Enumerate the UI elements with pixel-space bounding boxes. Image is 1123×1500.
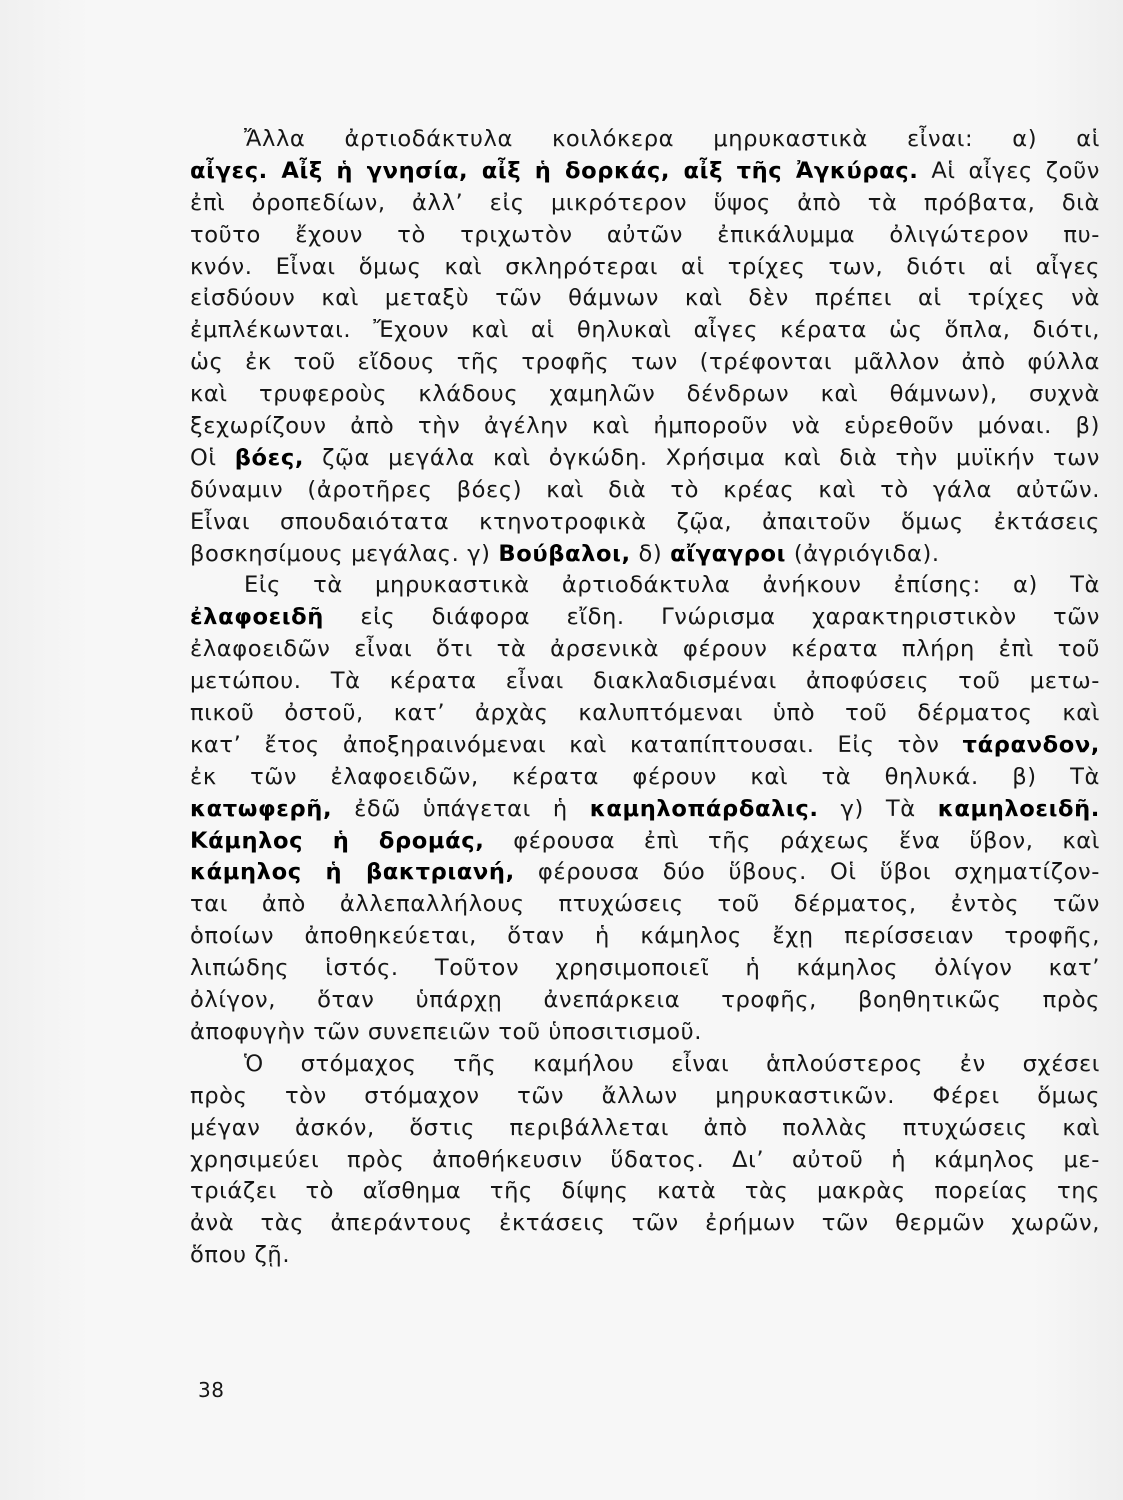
text-segment: ὀλίγον, ὅταν ὑπάρχῃ ἀνεπάρκεια τροφῆς, βοηθητικῶς πρὸς — [190, 987, 1100, 1014]
text-line — [190, 475, 1100, 507]
text-segment: ζῷα μεγάλα καὶ ὀγκώδη. Χρήσιμα καὶ διὰ τὴν μυϊκήν των — [304, 444, 1100, 471]
text-segment: χρησιμεύει πρὸς ἀποθήκευσιν ὕδατος. Δι’ αὐτοῦ ἡ κάμηλος με- — [190, 1146, 1100, 1173]
text-line — [190, 666, 1100, 698]
text-line — [190, 1208, 1100, 1240]
text-segment: γ) Τὰ — [818, 795, 938, 822]
text-segment: ἐμπλέκωνται. Ἔχουν καὶ αἱ θηλυκαὶ αἶγες κέρατα ὡς ὅπλα, διότι, — [190, 317, 1100, 344]
text-line — [190, 124, 1100, 156]
text-segment: ἐλαφοειδῶν εἶναι ὅτι τὰ ἀρσενικὰ φέρουν κέρατα πλήρη ἐπὶ τοῦ — [190, 636, 1100, 663]
text-segment: Ὁ στόμαχος τῆς καμήλου εἶναι ἁπλούστερος ἐν σχέσει — [244, 1050, 1100, 1077]
text-segment: λιπώδης ἱστός. Τοῦτον χρησιμοποιεῖ ἡ κάμηλος ὀλίγον κατ’ — [190, 955, 1100, 982]
text-segment: ὡς ἐκ τοῦ εἴδους τῆς τροφῆς των (τρέφονται μᾶλλον ἀπὸ φύλλα — [190, 349, 1100, 376]
text-line — [190, 220, 1100, 252]
text-line — [190, 283, 1100, 315]
text-segment: Εἰς τὰ μηρυκαστικὰ ἀρτιοδάκτυλα ἀνήκουν ἐπίσης: α) Τὰ — [244, 572, 1100, 599]
text-line — [190, 1049, 1100, 1081]
bold-term: καμηλοπάρδαλις. — [589, 795, 819, 822]
text-line — [190, 1240, 1100, 1272]
text-segment: φέρουσα δύο ὕβους. Οἱ ὕβοι σχηματίζον- — [514, 859, 1101, 886]
text-line — [190, 857, 1100, 889]
text-segment: δ) — [630, 540, 671, 567]
text-segment: τοῦτο ἔχουν τὸ τριχωτὸν αὐτῶν ἐπικάλυμμα ὀλιγώτερον πυ- — [190, 221, 1100, 248]
text-segment: ξεχωρίζουν ἀπὸ τὴν ἀγέλην καὶ ἠμποροῦν νὰ εὑρεθοῦν μόναι. β) — [190, 413, 1100, 440]
text-segment: καὶ τρυφεροὺς κλάδους χαμηλῶν δένδρων καὶ θάμνων), συχνὰ — [190, 381, 1100, 408]
text-line — [190, 698, 1100, 730]
text-line — [190, 1017, 1100, 1049]
text-line — [190, 539, 1100, 571]
bold-term: κάμηλος ἡ βακτριανή, — [190, 859, 515, 886]
text-segment: βοσκησίμους μεγάλας. γ) — [190, 540, 499, 567]
text-segment: ἀνὰ τὰς ἀπεράντους ἐκτάσεις τῶν ἐρήμων τῶν θερμῶν χωρῶν, — [190, 1210, 1100, 1237]
text-line — [190, 315, 1100, 347]
text-segment: Ἄλλα ἀρτιοδάκτυλα κοιλόκερα μηρυκαστικὰ εἶναι: α) αἱ — [244, 126, 1100, 152]
text-segment: κατ’ ἔτος ἀποξηραινόμεναι καὶ καταπίπτουσαι. Εἰς τὸν — [190, 731, 963, 758]
text-line — [190, 507, 1100, 539]
text-segment: ὁποίων ἀποθηκεύεται, ὅταν ἡ κάμηλος ἔχῃ περίσσειαν τροφῆς, — [190, 923, 1100, 950]
text-segment: ἐκ τῶν ἐλαφοειδῶν, κέρατα φέρουν καὶ τὰ θηλυκά. β) Τὰ — [190, 763, 1100, 790]
text-segment: μέγαν ἀσκόν, ὅστις περιβάλλεται ἀπὸ πολλὰς πτυχώσεις καὶ — [190, 1114, 1100, 1141]
text-segment: ἀποφυγὴν τῶν συνεπειῶν τοῦ ὑποσιτισμοῦ. — [190, 1018, 703, 1045]
text-line — [190, 985, 1100, 1017]
text-line — [190, 443, 1100, 475]
bold-term: Κάμηλος ἡ δρομάς, — [190, 827, 485, 854]
text-line — [190, 794, 1100, 826]
text-line — [190, 1145, 1100, 1177]
text-line — [190, 1081, 1100, 1113]
text-segment: ὅπου ζῇ. — [190, 1242, 291, 1269]
text-line — [190, 570, 1100, 602]
text-segment: ται ἀπὸ ἀλλεπαλλήλους πτυχώσεις τοῦ δέρματος, ἐντὸς τῶν — [190, 891, 1100, 918]
bold-term: βόες, — [234, 444, 304, 471]
text-line — [190, 379, 1100, 411]
text-line — [190, 921, 1100, 953]
text-line — [190, 156, 1100, 188]
bold-term: αἴγαγροι — [670, 540, 787, 567]
bold-term: Βούβαλοι, — [498, 540, 631, 567]
bold-term: κατωφερῆ, — [190, 795, 333, 822]
text-segment: Οἱ — [190, 444, 235, 471]
text-segment: ἐδῶ ὑπάγεται ἡ — [332, 795, 590, 822]
text-segment: (ἀγριόγιδα). — [786, 540, 940, 567]
text-segment: εἰς διάφορα εἴδη. Γνώρισμα χαρακτηριστικὸν τῶν — [323, 604, 1100, 631]
bold-term: καμηλοειδῆ. — [937, 795, 1100, 822]
bold-term: ἐλαφοειδῆ — [190, 604, 324, 631]
text-line — [190, 411, 1100, 443]
text-segment: τριάζει τὸ αἴσθημα τῆς δίψης κατὰ τὰς μακρὰς πορείας της — [190, 1178, 1100, 1205]
text-line — [190, 347, 1100, 379]
text-line — [190, 188, 1100, 220]
text-line — [190, 634, 1100, 666]
bold-term: αἶγες. Αἶξ ἡ γνησία, αἶξ ἡ δορκάς, αἶξ τῆς Ἀγκύρας. — [190, 157, 919, 184]
text-segment: φέρουσα ἐπὶ τῆς ράχεως ἕνα ὕβον, καὶ — [484, 827, 1101, 854]
text-segment: μετώπου. Τὰ κέρατα εἶναι διακλαδισμέναι ἀποφύσεις τοῦ μετω- — [190, 668, 1100, 695]
bold-term: τάρανδον, — [962, 731, 1100, 758]
text-segment: Εἶναι σπουδαιότατα κτηνοτροφικὰ ζῷα, ἀπαιτοῦν ὅμως ἐκτάσεις — [190, 508, 1100, 535]
text-segment: εἰσδύουν καὶ μεταξὺ τῶν θάμνων καὶ δὲν πρέπει αἱ τρίχες νὰ — [190, 285, 1100, 312]
text-line — [190, 252, 1100, 284]
text-line — [190, 1176, 1100, 1208]
text-segment: ἐπὶ ὀροπεδίων, ἀλλ’ εἰς μικρότερον ὕψος ἀπὸ τὰ πρόβατα, διὰ — [190, 189, 1100, 216]
text-line — [190, 826, 1100, 858]
text-segment: πικοῦ ὀστοῦ, κατ’ ἀρχὰς καλυπτόμεναι ὑπὸ τοῦ δέρματος καὶ — [190, 700, 1100, 727]
text-line — [190, 762, 1100, 794]
page-number: 38 — [198, 1378, 225, 1402]
text-line — [190, 953, 1100, 985]
body-text — [190, 124, 1100, 1272]
text-line — [190, 1113, 1100, 1145]
text-line — [190, 602, 1100, 634]
text-segment: κνόν. Εἶναι ὅμως καὶ σκληρότεραι αἱ τρίχες των, διότι αἱ αἶγες — [190, 253, 1100, 280]
text-line — [190, 889, 1100, 921]
text-segment: Αἱ αἶγες ζοῦν — [918, 157, 1100, 184]
text-segment: δύναμιν (ἀροτῆρες βόες) καὶ διὰ τὸ κρέας καὶ τὸ γάλα αὐτῶν. — [190, 476, 1100, 503]
text-line — [190, 730, 1100, 762]
text-segment: πρὸς τὸν στόμαχον τῶν ἄλλων μηρυκαστικῶν. Φέρει ὅμως — [190, 1082, 1100, 1109]
